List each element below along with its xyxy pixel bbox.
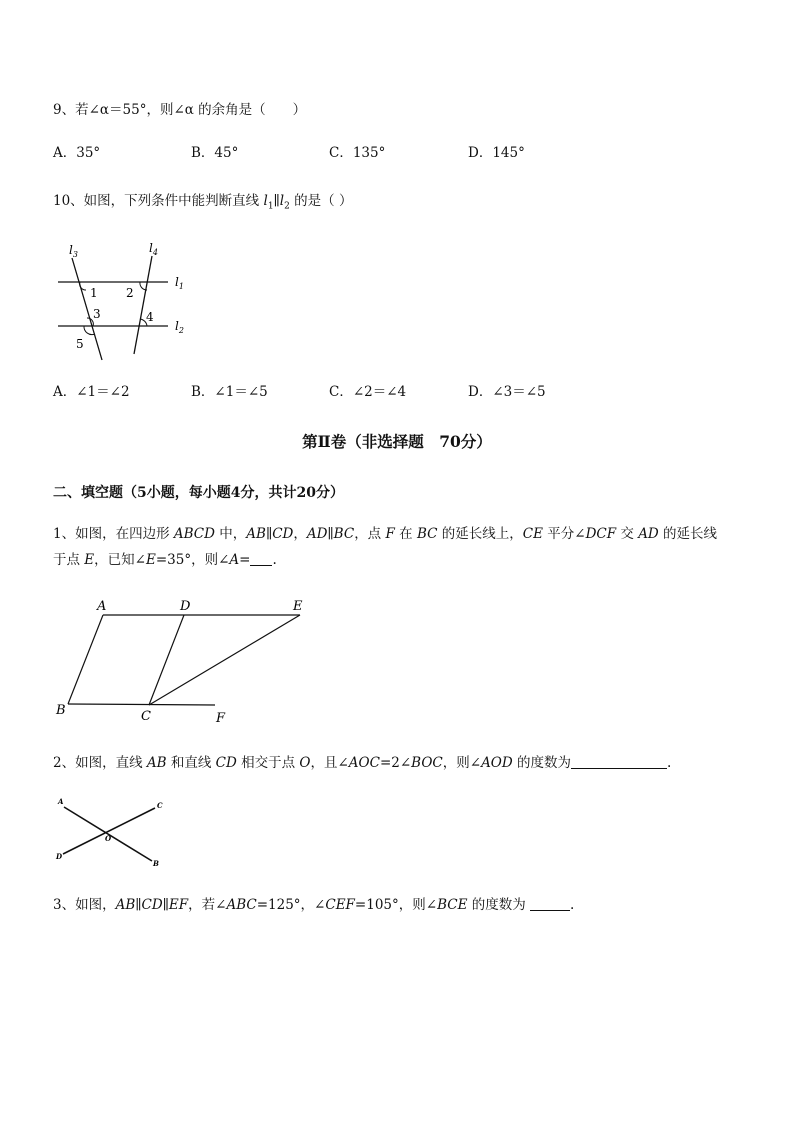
segment-ab [68,615,103,704]
q10-option-b: B．∠1＝∠5 [191,384,268,400]
fill-3-answer-blank[interactable] [530,896,570,911]
point-label-b: B [56,703,66,718]
q9-option-a: A．35° [53,145,101,161]
q10-option-d: D．∠3＝∠5 [468,384,546,400]
line-l4 [134,256,152,354]
q9-option-b: B．45° [191,145,239,161]
fill-1-answer-blank[interactable] [250,551,272,566]
point-label-e: E [293,599,303,614]
q9-option-d: D．145° [468,145,525,161]
label-angle-4: 4 [146,310,154,324]
label-l1: $l_1$ [175,275,184,291]
label-angle-3: 3 [93,307,101,321]
section-2-heading: 二、填空题（5小题，每小题4分，共计20分） [53,485,344,501]
point-label-d: D [56,852,63,861]
fill-1-stem-line-2: 于点 E，已知∠E=35°，则∠A= . [53,552,277,568]
section-2-title: 第Ⅱ卷（非选择题 70分） [302,432,492,451]
q10-option-c: C．∠2＝∠4 [329,384,407,400]
fill-1-stem-line-1: 1、如图，在四边形 ABCD 中，AB∥CD，AD∥BC，点 F 在 BC 的延长线上，CE 平分∠DCF 交 AD 的延长线 [53,526,718,542]
q10-figure [50,238,200,368]
question-9-stem: 9、若∠α＝55°，则∠α 的余角是（ ） [53,102,307,118]
question-10-stem: 10、如图，下列条件中能判断直线 $l_1\parallel l_2$ 的是（ ） [53,193,353,212]
label-l2: $l_2$ [175,319,184,335]
label-angle-1: 1 [90,286,98,300]
segment-bf [68,704,215,705]
point-label-c: C [157,801,163,810]
point-label-o: O [105,834,112,843]
fill-3-stem: 3、如图，AB∥CD∥EF，若∠ABC=125°，∠CEF=105°，则∠BCE 的度数为 . [53,897,575,913]
label-angle-5: 5 [76,337,84,351]
label-l3: $l_3$ [69,243,78,259]
label-angle-2: 2 [126,286,134,300]
fill-2-figure [55,795,175,870]
point-label-a: A [58,797,64,806]
point-label-b: B [153,859,159,868]
q10-option-a: A．∠1＝∠2 [53,384,130,400]
point-label-f: F [216,711,226,726]
point-label-a: A [97,599,107,614]
fill-2-stem: 2、如图，直线 AB 和直线 CD 相交于点 O，且∠AOC=2∠BOC，则∠AOD 的度数为 . [53,755,672,771]
fill-2-answer-blank[interactable] [571,754,667,769]
fill-1-figure [55,596,315,726]
segment-dc [149,615,184,705]
segment-ce [149,615,300,705]
label-l4: $l_4$ [149,241,158,257]
point-label-c: C [141,709,151,724]
point-label-d: D [180,599,191,614]
q9-option-c: C．135° [329,145,386,161]
